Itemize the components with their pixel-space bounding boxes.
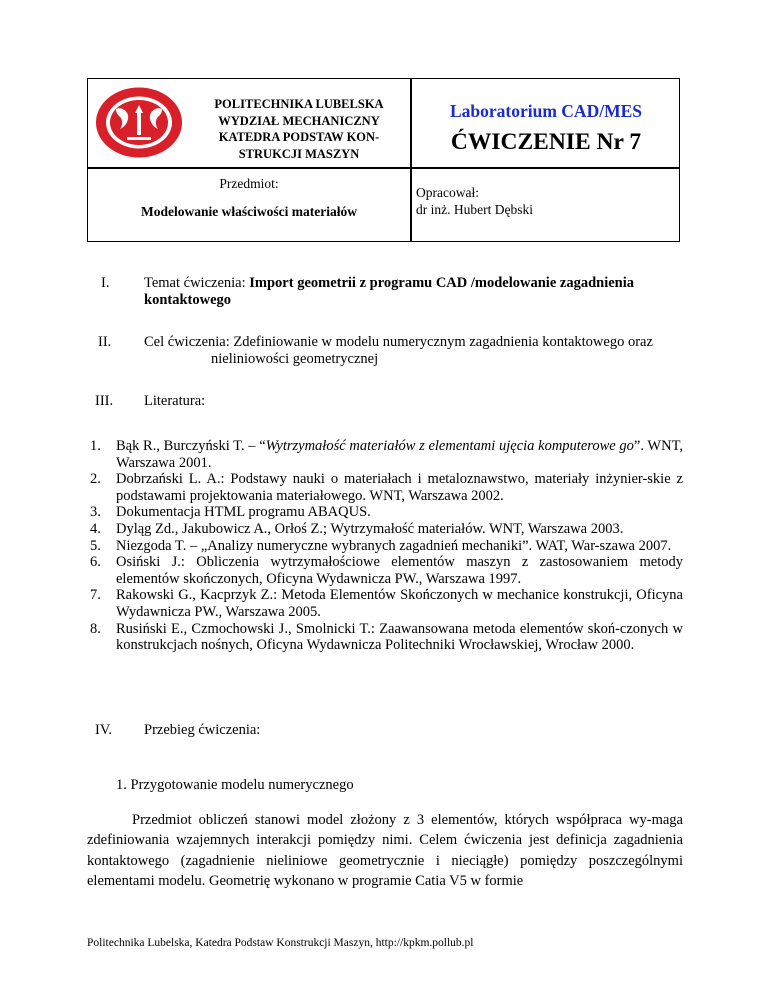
literature-item-number: 2. xyxy=(90,471,101,488)
literature-item-text: Rusiński E., Czmochowski J., Smolnicki T.: Zaawansowana metoda elementów skoń-czonych w konstrukcjach nośnych, Oficyna Wydawnicza Politechniki Wrocławskiej, Wrocław 2000. xyxy=(116,620,683,654)
institution-line-2: WYDZIAŁ MECHANICZNY xyxy=(218,113,380,128)
exercise-title: ĆWICZENIE Nr 7 xyxy=(450,129,642,155)
literature-item-text: Osiński J.: Obliczenia wytrzymałościowe elementów maszyn z zastosowaniem metody elementów skończonych, Oficyna Wydawnicza PW., Warszawa 1997. xyxy=(116,554,683,587)
section-1-value-line-1: Import geometrii z programu CAD /modelowanie zagadnienia xyxy=(249,275,635,291)
literature-item xyxy=(90,471,683,504)
literature-item-number: 3. xyxy=(90,504,101,521)
body-paragraph: Przedmiot obliczeń stanowi model złożony z 3 elementów, których współpraca wy-maga zdefiniowania wzajemnych interakcji pomiędzy nimi. Celem ćwiczenia jest definicja zagadnienia kontaktowego (zagadnienie nieliniowe geometrycznie i nieciągłe) pomiędzy poszczególnymi elementami modelu. Geometrię wykonano w programie Catia V5 w formie xyxy=(87,812,683,889)
literature-item xyxy=(90,520,683,538)
literature-item-text: Dokumentacja HTML programu ABAQUS. xyxy=(116,504,371,521)
institution-name xyxy=(192,96,406,162)
subject-value: Modelowanie właściwości materiałów xyxy=(141,204,357,219)
section-1-value-line-2: kontaktowego xyxy=(144,292,232,308)
header-table xyxy=(87,78,680,242)
section-4-label: Przebieg ćwiczenia: xyxy=(144,722,261,738)
literature-item xyxy=(90,504,683,521)
section-3-label: Literatura: xyxy=(144,393,206,409)
subject-label: Przedmiot: xyxy=(219,176,279,191)
literature-item xyxy=(90,554,683,587)
section-1-number: I. xyxy=(101,275,110,291)
literature-item-number: 5. xyxy=(90,537,101,554)
literature-item-text: Niezgoda T. – „Analizy numeryczne wybranych zagadnień mechaniki”. WAT, War-szawa 2007. xyxy=(116,537,672,554)
step-1-heading: 1. Przygotowanie modelu numerycznego xyxy=(116,777,354,793)
literature-list xyxy=(90,438,683,654)
literature-item-text: Rakowski G., Kacprzyk Z.: Metoda Elementów Skończonych w mechanice konstrukcji, Oficyna Wydawnicza PW., Warszawa 2005. xyxy=(116,587,683,620)
literature-item xyxy=(90,537,683,555)
author-value: dr inż. Hubert Dębski xyxy=(416,202,533,217)
section-2-line-2: nieliniowości geometrycznej xyxy=(211,351,379,367)
section-4-number: IV. xyxy=(95,722,113,738)
university-logo-icon xyxy=(94,85,184,160)
literature-item-italic-title: Wytrzymałość materiałów z elementami ujęcia komputerowe go xyxy=(265,438,634,454)
section-3-number: III. xyxy=(95,393,114,409)
page-footer: Politechnika Lubelska, Katedra Podstaw Konstrukcji Maszyn, http://kpkm.pollub.pl xyxy=(87,937,474,949)
institution-line-3: KATEDRA PODSTAW KON- xyxy=(218,130,380,144)
header-divider-horizontal xyxy=(88,167,679,169)
institution-line-1: POLITECHNIKA LUBELSKA xyxy=(214,97,384,111)
literature-item-text: Bąk R., Burczyński T. – “ xyxy=(116,438,266,454)
literature-item-number: 4. xyxy=(90,520,101,537)
literature-item xyxy=(90,438,683,471)
literature-item-text: Dyląg Zd., Jakubowicz A., Orłoś Z.; Wytrzymałość materiałów. WNT, Warszawa 2003. xyxy=(116,520,624,537)
literature-item xyxy=(90,587,683,620)
literature-item-text: Dobrzański L. A.: Podstawy nauki o materiałach i metaloznawstwo, materiały inżynier-skie z podstawami projektowania materiałowego. WNT, Warszawa 2002. xyxy=(116,471,683,504)
literature-item-number: 8. xyxy=(90,620,101,637)
section-2-line-1: Cel ćwiczenia: Zdefiniowanie w modelu numerycznym zagadnienia kontaktowego oraz xyxy=(144,334,653,350)
literature-item-number: 7. xyxy=(90,587,101,604)
lab-title: Laboratorium CAD/MES xyxy=(449,101,642,121)
literature-item-number: 6. xyxy=(90,554,101,571)
section-1-label: Temat ćwiczenia: xyxy=(144,275,250,291)
literature-item xyxy=(90,620,683,654)
literature-item-text-end: ”. WNT, Warszawa 2001. xyxy=(116,438,683,471)
section-2-goal xyxy=(144,334,704,368)
section-1-topic xyxy=(144,275,684,309)
literature-item-number: 1. xyxy=(90,438,101,454)
author-label: Opracował: xyxy=(416,185,479,200)
institution-line-4: STRUKCJI MASZYN xyxy=(238,146,360,161)
section-2-number: II. xyxy=(98,334,112,350)
